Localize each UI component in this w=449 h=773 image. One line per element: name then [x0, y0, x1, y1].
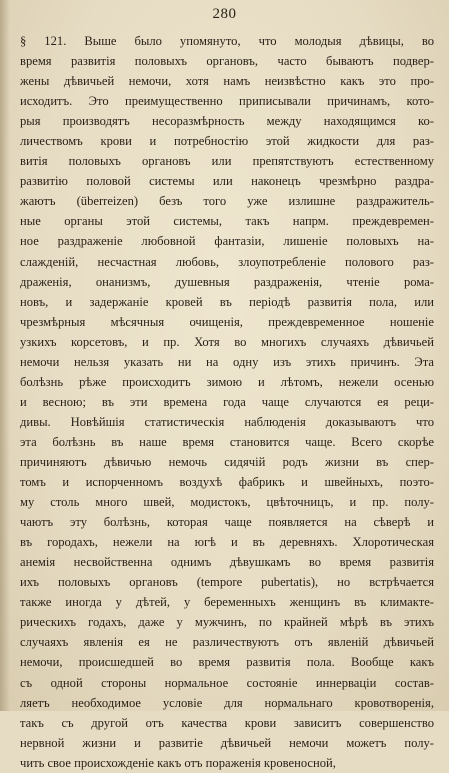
text-line: анемія несвойственна однимъ дѣвушкамъ во время развитія [20, 555, 434, 570]
text-line: и весною; въ эти времена года чаще случаются ея реци- [20, 394, 434, 409]
text-line: нервной жизни и развитіе дѣвичьей немочи можетъ полу- [20, 735, 434, 750]
paragraph-section-121 [20, 31, 434, 773]
text-line: исходитъ. Это преимущественно приписывали причинамъ, кото- [20, 94, 434, 109]
text-line: томъ и испорченномъ воздухѣ фабрикъ и швейныхъ, поэто- [20, 475, 434, 490]
text-line: драженія, онанизмъ, душевныя раздраженія, чтеніе рома- [20, 274, 434, 289]
text-line: ное раздраженіе любовной фантазіи, лишеніе половыхъ на- [20, 234, 434, 249]
text-line: личествомъ крови и потребностію этой жидкости для раз- [20, 134, 434, 149]
text-line: слажденій, несчастная любовь, злоупотребленіе полового раз- [20, 254, 434, 269]
text-line: § 121. Выше было упомянуто, что молодыя дѣвицы, во [20, 34, 434, 48]
text-line: съ одной стороны нормальное состояніе иннерваціи состав- [20, 675, 434, 690]
text-line: въ городахъ, нежели на югѣ и въ деревняхъ. Хлоротическая [20, 535, 434, 550]
text-line: причиняютъ дѣвичью немочь сидячій родъ жизни въ спер- [20, 454, 434, 469]
text-line: немочи, происшедшей во время развитія пола. Вообще какъ [20, 655, 434, 670]
text-line: жены дѣвичьей немочи, хотя намъ неизвѣстно какъ это про- [20, 74, 434, 89]
text-line: витія половыхъ органовъ или препятствуютъ естественному [20, 154, 434, 169]
text-line: жаютъ (überreizen) безъ того уже излишне раздражитель- [20, 194, 434, 209]
text-line: рическихъ годахъ, даже у мужчинъ, по крайней мѣрѣ въ этихъ [20, 615, 434, 630]
text-line: новъ, и задержаніе кровей въ періодѣ развитія пола, или [20, 294, 434, 309]
text-line: время развитія половыхъ органовъ, часто бываютъ подвер- [20, 54, 434, 69]
text-line: ляетъ необходимое условіе для нормальнаго кровотворенія, [20, 695, 434, 710]
text-line: немочи нельзя указать ни на одну изъ этихъ причинъ. Эта [20, 354, 434, 369]
page-gutter-shadow [0, 0, 10, 711]
text-line: чрезмѣрныя мѣсячныя очищенія, преждевременное ношеніе [20, 314, 434, 329]
text-line: му столь много швей, модистокъ, цвѣточницъ, и пр. полу- [20, 495, 434, 510]
text-line: случаяхъ явленія ея не различествуютъ отъ явленій дѣвичьей [20, 635, 434, 650]
page-number: 280 [212, 6, 237, 22]
text-line: также иногда у дѣтей, у беременныхъ женщинъ въ климакте- [20, 595, 434, 610]
text-line: болѣзнь рѣже происходитъ зимою и лѣтомъ, нежели осенью [20, 374, 434, 389]
text-line: эта болѣзнь въ наше время становится чаще. Всего скорѣе [20, 434, 434, 449]
text-line: узкихъ корсетовъ, и пр. Хотя во многихъ случаяхъ дѣвичьей [20, 334, 434, 349]
text-line: такъ съ другой отъ качества крови зависитъ совершенство [20, 715, 434, 730]
text-line: развитію половой системы или наконецъ чрезмѣрно раздра- [20, 174, 434, 189]
text-line: дивы. Новѣйшія статистическія наблюденія доказываютъ что [20, 414, 434, 429]
text-line: чаютъ эту болѣзнь, которая чаще появляется на сѣверѣ и [20, 515, 434, 530]
text-line: рыя производятъ несоразмѣрность между находящимся ко- [20, 114, 434, 129]
text-line: ихъ половыхъ органовъ (tempore pubertatis), но встрѣчается [20, 575, 434, 590]
text-line: чить свое происхожденіе какъ отъ пораженія кровеносной, [20, 755, 336, 770]
text-line: ные органы этой системы, такъ напрм. преждевремен- [20, 214, 434, 229]
